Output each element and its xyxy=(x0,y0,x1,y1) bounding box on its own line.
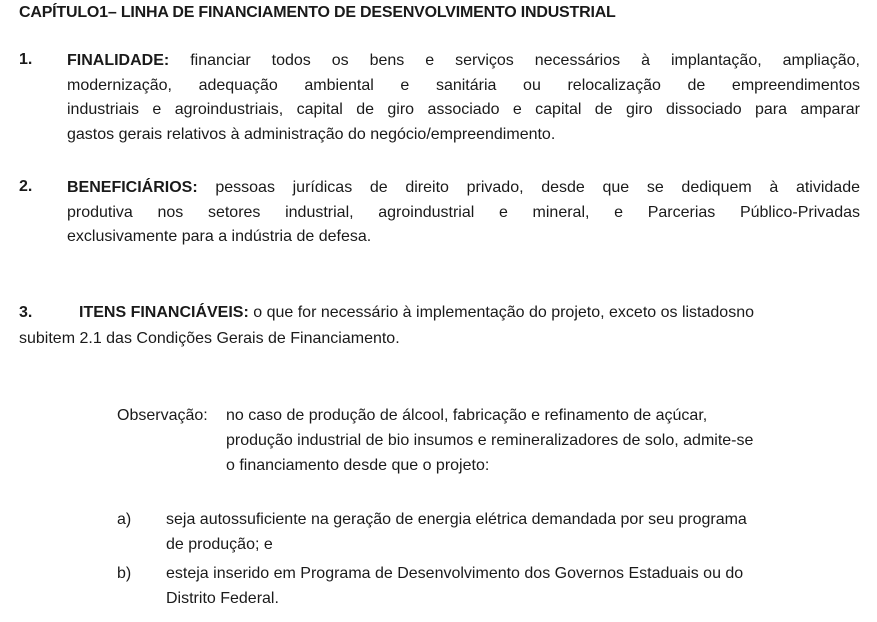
section-3-paragraph xyxy=(19,300,859,352)
section-2-line-1 xyxy=(67,176,860,201)
section-1-number: 1. xyxy=(19,51,33,68)
item-a-line-2: de produção; e xyxy=(166,536,273,553)
section-3-text-1: o que for necessário à implementação do projeto, exceto os listadosno xyxy=(253,304,754,321)
section-2-label: BENEFICIÁRIOS: xyxy=(67,179,198,196)
chapter-title: CAPÍTULO1– LINHA DE FINANCIAMENTO DE DESENVOLVIMENTO INDUSTRIAL xyxy=(19,4,616,21)
section-2-number: 2. xyxy=(19,178,33,195)
section-2-line-2: produtiva nos setores industrial, agroindustrial e mineral, e Parcerias Público-Privadas xyxy=(67,203,860,221)
section-1-line-2: modernização, adequação ambiental e sanitária ou relocalização de empreendimentos xyxy=(67,76,860,94)
section-1-line-4: gastos gerais relativos à administração do negócio/empreendimento. xyxy=(67,125,556,143)
item-a-marker: a) xyxy=(117,511,132,528)
item-b-marker: b) xyxy=(117,565,132,582)
section-3-number: 3. xyxy=(19,304,33,321)
section-1-label: FINALIDADE: xyxy=(67,52,170,69)
section-3-label: ITENS FINANCIÁVEIS: xyxy=(79,304,249,321)
item-a-line-1: seja autossuficiente na geração de energia elétrica demandada por seu programa xyxy=(166,511,747,528)
section-3-line-1 xyxy=(19,300,859,326)
section-2-text-1: pessoas jurídicas de direito privado, desde que se dediquem à atividade xyxy=(215,179,861,196)
section-1-line-3: industriais e agroindustriais, capital de giro associado e capital de giro dissociado para amparar xyxy=(67,101,860,118)
observation-line-2: produção industrial de bio insumos e remineralizadores de solo, admite-se xyxy=(226,432,754,449)
section-1-paragraph xyxy=(67,49,860,147)
section-3-line-2: subitem 2.1 das Condições Gerais de Financiamento. xyxy=(19,330,400,347)
item-a-text xyxy=(166,507,856,557)
observation-line-3: o financiamento desde que o projeto: xyxy=(226,457,490,474)
item-b-text xyxy=(166,561,856,611)
section-1-line-1 xyxy=(67,49,860,74)
item-b-line-1: esteja inserido em Programa de Desenvolvimento dos Governos Estaduais ou do xyxy=(166,565,744,582)
section-2-line-3: exclusivamente para a indústria de defesa. xyxy=(67,228,372,245)
observation-label: Observação: xyxy=(117,407,208,424)
observation-text xyxy=(226,403,846,478)
section-2-paragraph xyxy=(67,176,860,250)
observation-line-1: no caso de produção de álcool, fabricação e refinamento de açúcar, xyxy=(226,407,708,424)
item-b-line-2: Distrito Federal. xyxy=(166,590,279,607)
section-1-text-1: financiar todos os bens e serviços necessários à implantação, ampliação, xyxy=(190,52,860,69)
